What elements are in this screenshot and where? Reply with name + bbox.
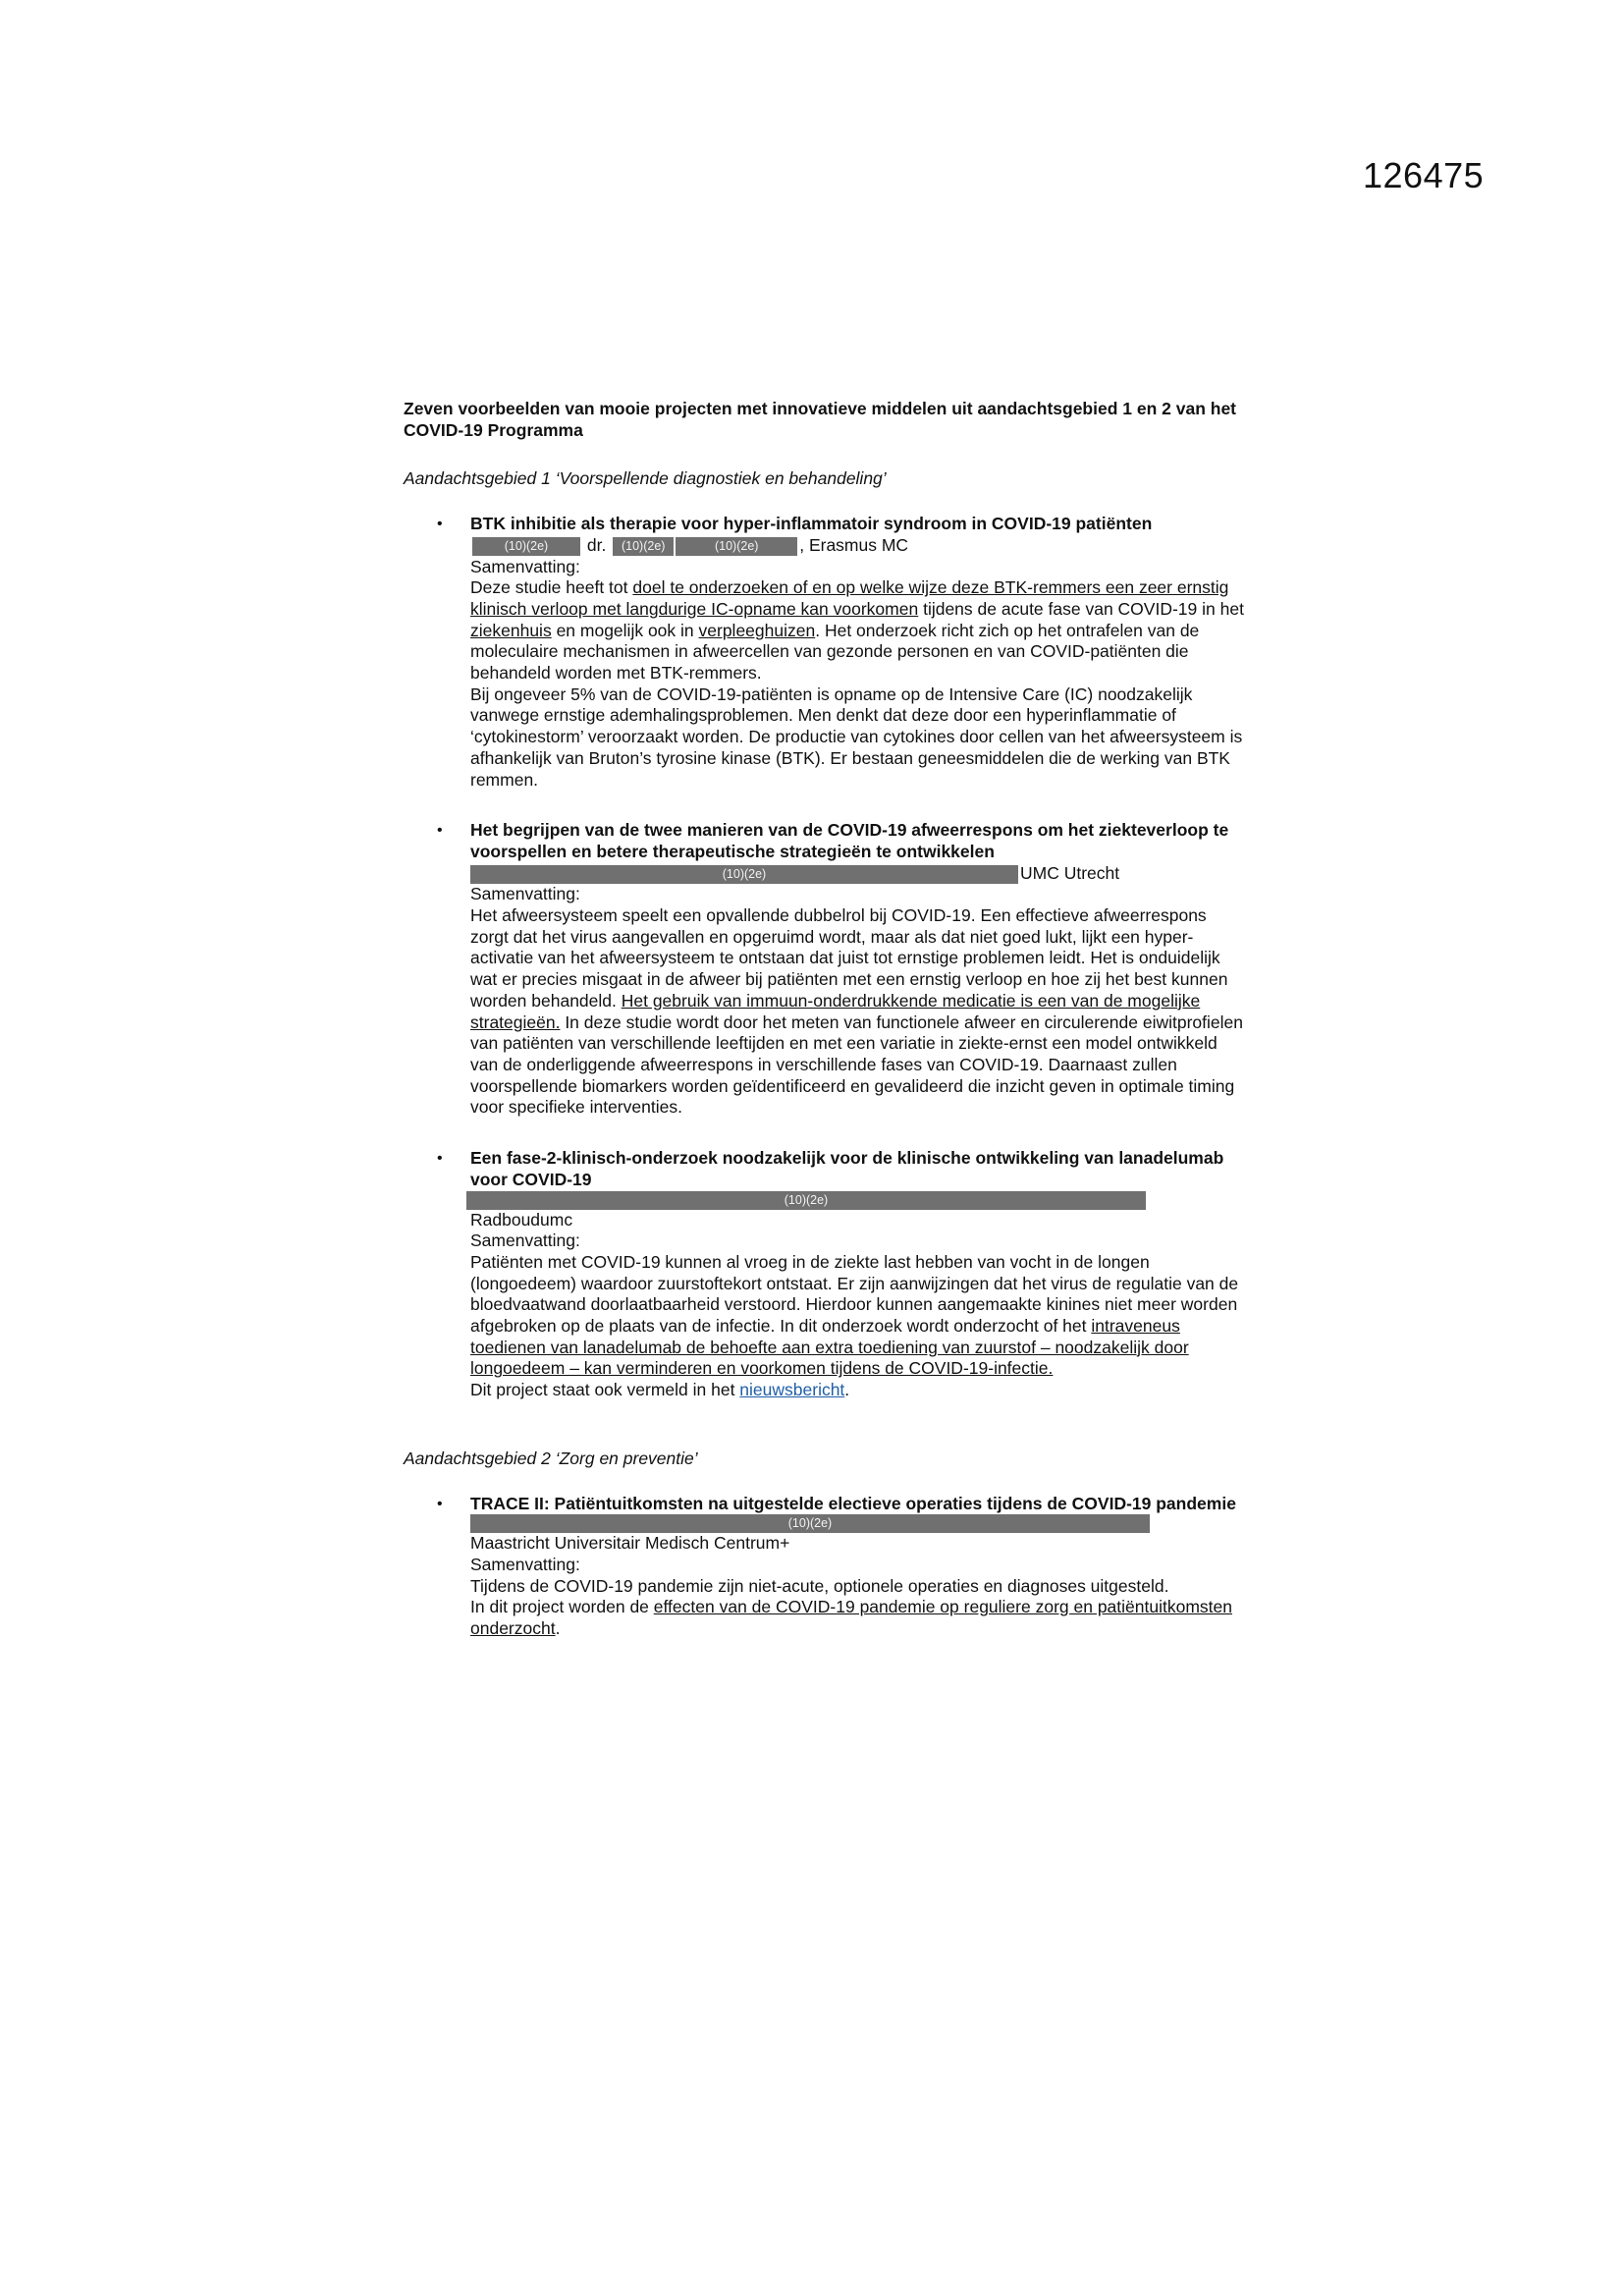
project-authors: [470, 535, 1248, 557]
news-text: .: [844, 1380, 850, 1400]
summary-segment: tijdens de acute fase van COVID-19 in het: [918, 598, 1244, 619]
redaction-box: (10)(2e): [470, 1514, 1150, 1533]
redaction-box: (10)(2e): [613, 537, 674, 556]
summary-segment: Deze studie heeft tot: [470, 577, 633, 598]
summary-segment: In deze studie wordt door het meten van functionele afweer en circulerende eiwitprofielen van patiënten van verschillende leeftijden en met een variatie in ziekte-ernst een model ontwikkeld van de onderliggende afweerrespons in verschillende fases van COVID-19. Daarnaast zullen voorspellende biomarkers worden geïdentificeerd en gevalideerd die inzicht geven in optimale timing voor specifieke interventies.: [470, 1011, 1244, 1118]
project-institution: , Erasmus MC: [799, 534, 909, 555]
summary-highlight: verpleeghuizen: [698, 620, 816, 640]
summary-text: [470, 577, 1248, 684]
summary-label: Samenvatting:: [470, 884, 580, 904]
project-item: [404, 1148, 1248, 1401]
summary-text: [470, 905, 1248, 1119]
area-heading-2: Aandachtsgebied 2 ‘Zorg en preventie’: [404, 1448, 698, 1468]
summary-highlight: ziekenhuis: [470, 620, 552, 640]
summary-text: [470, 1252, 1248, 1380]
project-item: [404, 820, 1248, 1119]
project-title: Een fase-2-klinisch-onderzoek noodzakelijk voor de klinische ontwikkeling van lanadelumab voor COVID-19: [470, 1148, 1224, 1189]
document-number: 126475: [1363, 155, 1485, 195]
bullet-icon: •: [437, 516, 443, 533]
redaction-box: (10)(2e): [472, 537, 580, 556]
summary-highlight: doel te onderzoeken of en op welke wijze deze BTK-remmers een zeer ernstig klinisch verloop met langdurige IC-opname kan voorkomen: [470, 577, 1229, 619]
project-item: [404, 514, 1248, 791]
news-link[interactable]: nieuwsbericht: [739, 1380, 845, 1400]
summary-label: Samenvatting:: [470, 1230, 580, 1251]
project-institution: UMC Utrecht: [1020, 862, 1120, 883]
redaction-box: (10)(2e): [466, 1191, 1146, 1210]
project-authors: [470, 863, 1248, 885]
summary-label: Samenvatting:: [470, 556, 580, 576]
bullet-icon: •: [437, 1150, 443, 1168]
summary-segment: en mogelijk ook in: [551, 620, 699, 640]
summary-text: [470, 1597, 1248, 1639]
summary-segment: Patiënten met COVID-19 kunnen al vroeg in de ziekte last hebben van vocht in de longen (longoedeem) waardoor zuurstoftekort ontstaat. Er zijn aanwijzingen dat het virus de regulatie van de bloedvaatwand doorlaatbaarheid verstoord. Hierdoor kunnen aangemaakte kinines niet meer worden afgebroken op de plaats van de infectie. In dit onderzoek wordt onderzocht of het: [470, 1251, 1239, 1337]
project-title: Het begrijpen van de twee manieren van de COVID-19 afweerrespons om het ziekteverloop te voorspellen en betere therapeutische strategieën te ontwikkelen: [470, 820, 1229, 861]
summary-segment: In dit project worden de: [470, 1597, 654, 1617]
bullet-icon: •: [437, 822, 443, 840]
redaction-box: (10)(2e): [470, 865, 1018, 884]
document-title: Zeven voorbeelden van mooie projecten met innovatieve middelen uit aandachtsgebied 1 en 2 van het COVID-19 Programma: [404, 399, 1237, 440]
summary-highlight: intraveneus toedienen van lanadelumab de behoefte aan extra toediening van zuurstof – noodzakelijk door longoedeem – kan verminderen en voorkomen tijdens de COVID-19-infectie.: [470, 1316, 1189, 1379]
redaction-box: (10)(2e): [676, 537, 797, 556]
news-text: Dit project staat ook vermeld in het: [470, 1380, 740, 1400]
summary-text: Tijdens de COVID-19 pandemie zijn niet-acute, optionele operaties en diagnoses uitgesteld.: [470, 1575, 1169, 1596]
project-title: TRACE II: Patiëntuitkomsten na uitgestelde electieve operaties tijdens de COVID-19 pandemie: [470, 1493, 1236, 1513]
summary-label: Samenvatting:: [470, 1554, 580, 1574]
summary-text: Bij ongeveer 5% van de COVID-19-patiënten is opname op de Intensive Care (IC) noodzakelijk vanwege ernstige ademhalingsproblemen. Men denkt dat deze door een hyperinflammatie of ‘cytokinestorm’ veroorzaakt worden. De productie van cytokines door cellen van het afweersysteem is afhankelijk van Bruton’s tyrosine kinase (BTK). Er bestaan geneesmiddelen die de werking van BTK remmen.: [470, 683, 1243, 790]
project-institution: Radboudumc: [470, 1209, 573, 1230]
area-heading-1: Aandachtsgebied 1 ‘Voorspellende diagnostiek en behandeling’: [404, 468, 887, 489]
summary-highlight: effecten van de COVID-19 pandemie op reguliere zorg en patiëntuitkomsten onderzocht: [470, 1597, 1232, 1639]
summary-highlight: Het gebruik van immuun-onderdrukkende medicatie is een van de mogelijke strategieën.: [470, 990, 1201, 1032]
project-item: [404, 1494, 1248, 1640]
news-note: [470, 1380, 1248, 1401]
bullet-icon: •: [437, 1495, 443, 1512]
summary-segment: Het afweersysteem speelt een opvallende dubbelrol bij COVID-19. Een effectieve afweerrespons zorgt dat het virus aangevallen en opgeruimd wordt, maar als dat niet goed lukt, lijkt een hyper-activatie van het afweersysteem te ontstaan dat juist tot ernstige problemen leidt. Het is onduidelijk wat er precies misgaat in de afweer bij patiënten met een ernstig verloop en hoe zij het best kunnen worden behandeld.: [470, 905, 1228, 1011]
project-institution: Maastricht Universitair Medisch Centrum+: [470, 1533, 790, 1554]
author-title: dr.: [586, 534, 607, 555]
summary-segment: . Het onderzoek richt zich op het ontrafelen van de moleculaire mechanismen in afweercellen van gezonde personen en van COVID-patiënten die behandeld worden met BTK-remmers.: [470, 620, 1200, 683]
project-title: BTK inhibitie als therapie voor hyper-inflammatoir syndroom in COVID-19 patiënten: [470, 514, 1153, 534]
summary-segment: .: [555, 1618, 561, 1639]
document-body: [404, 399, 1248, 1669]
